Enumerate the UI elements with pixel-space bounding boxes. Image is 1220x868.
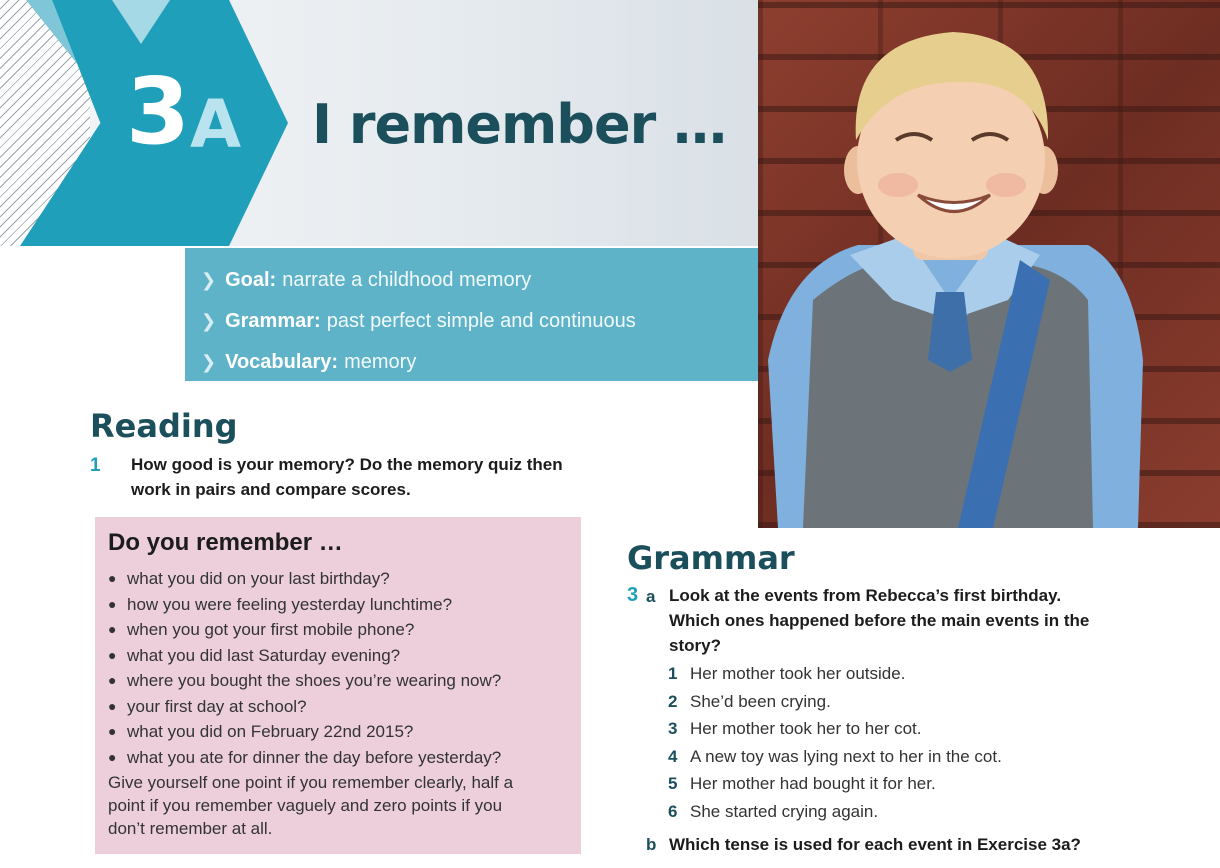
chevron-right-icon: ❯ [201,352,217,372]
quiz-footer-line: Give yourself one point if you remember clearly, half a [108,773,514,792]
unit-header [0,0,758,246]
exercise-3a-letter: a [646,587,656,606]
goal-row-goal [201,260,758,301]
bullet-icon: ● [108,595,117,612]
memory-quiz-box [95,517,581,854]
quiz-item [108,668,567,694]
quiz-footer-line: don’t remember at all. [108,819,273,838]
bullet-icon: ● [108,697,117,714]
event-text: Her mother took her to her cot. [690,719,922,739]
goal-label: Goal: [225,269,277,291]
event-text: She’d been crying. [690,691,831,711]
quiz-item [108,592,567,618]
quiz-item-text: where you bought the shoes you’re wearing now? [127,671,502,690]
bullet-icon: ● [108,646,117,663]
event-text: Her mother took her outside. [690,664,906,683]
exercise-3b-letter: b [646,835,657,854]
bullet-icon: ● [108,570,117,586]
grammar-heading: Grammar [627,539,795,577]
event-number: 1 [668,664,678,683]
bullet-icon: ● [108,748,117,765]
exercise-3b-instruction: Which tense is used for each event in Exercise 3a? [669,835,1081,854]
quiz-item-text: your first day at school? [127,696,307,716]
boy-illustration [758,0,1220,528]
event-item [668,743,1002,771]
bullet-icon: ● [108,621,117,637]
goal-label: Vocabulary: [225,351,339,373]
goal-row-vocabulary [201,342,758,383]
quiz-item-text: when you got your first mobile phone? [127,620,415,639]
quiz-item [108,745,567,771]
event-item [668,770,1002,798]
goal-text: narrate a childhood memory [282,269,532,291]
event-number: 6 [668,801,678,821]
quiz-title: Do you remember … [108,529,343,556]
goals-box [185,248,758,381]
bullet-icon: ● [108,723,117,739]
chevron-right-icon: ❯ [201,311,217,331]
event-list [668,660,1002,826]
quiz-list [108,566,567,770]
lesson-title: I remember … [312,93,727,156]
goal-text: past perfect simple and continuous [326,310,636,332]
chevron-right-icon: ❯ [201,270,217,290]
exercise-3a-line3: story? [669,636,721,655]
quiz-item-text: what you did on February 22nd 2015? [127,722,414,741]
quiz-footer-line: point if you remember vaguely and zero points if you [108,796,503,815]
event-item [668,715,1002,743]
quiz-scoring-instructions [108,771,567,840]
boy-photo [758,0,1220,528]
event-text: She started crying again. [690,801,879,821]
quiz-item-text: what you ate for dinner the day before yesterday? [127,747,502,767]
event-number: 4 [668,746,678,766]
exercise-3-number: 3 [627,584,639,606]
quiz-item [108,617,567,643]
exercise-1-instruction-line2: work in pairs and compare scores. [131,480,411,499]
reading-heading: Reading [90,407,238,445]
exercise-1-instruction-line1: How good is your memory? Do the memory quiz then [131,455,563,474]
goal-text: memory [344,351,417,373]
event-text: Her mother had bought it for her. [690,774,936,794]
unit-number: 3 [126,58,189,165]
quiz-item [108,566,567,592]
exercise-3a-line1: Look at the events from Rebecca’s first birthday. [669,586,1062,605]
exercise-1-number: 1 [90,455,101,476]
exercise-3a-line2: Which ones happened before the main events in the [669,611,1090,630]
quiz-item-text: what you did last Saturday evening? [127,645,401,665]
unit-letter: A [190,86,242,163]
quiz-item [108,719,567,745]
event-text: A new toy was lying next to her in the cot. [690,746,1002,766]
event-item [668,688,1002,716]
goal-label: Grammar: [225,310,321,332]
goal-row-grammar [201,301,758,342]
event-item [668,660,1002,688]
bullet-icon: ● [108,672,117,688]
event-number: 5 [668,774,678,794]
event-number: 2 [668,691,678,711]
quiz-item-text: how you were feeling yesterday lunchtime? [127,594,453,614]
quiz-item [108,643,567,669]
event-number: 3 [668,719,678,739]
event-item [668,798,1002,826]
quiz-item [108,694,567,720]
quiz-item-text: what you did on your last birthday? [127,569,390,588]
